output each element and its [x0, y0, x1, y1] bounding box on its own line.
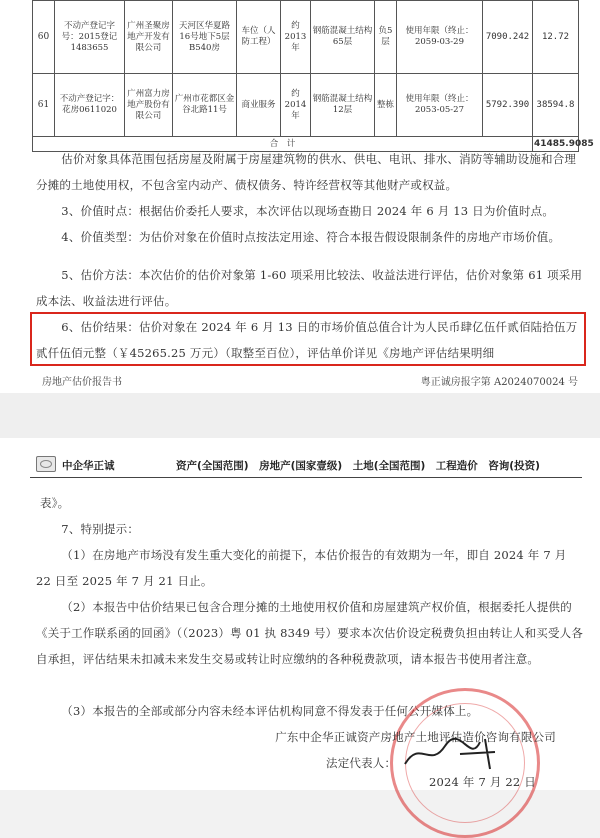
value-type-paragraph [36, 224, 584, 250]
unit-price: 5792.390 [483, 74, 533, 137]
floor: 负5层 [375, 1, 397, 74]
scope-paragraph [36, 146, 584, 198]
usage: 商业服务 [237, 74, 281, 137]
valuation-table [32, 0, 594, 152]
structure: 钢筋混凝土结构12层 [311, 74, 375, 137]
page-header [30, 453, 582, 478]
row-number: 60 [33, 1, 55, 74]
land-term: 使用年限（终止：2053-05-27 [397, 74, 483, 137]
address: 天河区华夏路16号地下5层B540房 [173, 1, 237, 74]
para-3: 3、价值时点：根据估价委托人要求，本次评估以现场查勘日 2024 年 6 月 13 日为价值时点。 [61, 204, 555, 218]
report-page-1 [0, 0, 600, 393]
services-list: 资产(全国范围) 房地产(国家壹级) 土地(全国范围) 工程造价 咨询(投资) [176, 460, 540, 472]
signature [400, 734, 510, 774]
company-logo-icon [36, 456, 56, 472]
value-date-paragraph [36, 198, 584, 224]
total-value: 12.72 [533, 1, 579, 74]
para-5: 5、估价方法：本次估价的估价对象第 1-60 项采用比较法、收益法进行评估，估价对象第 61 项采用成本法、收益法进行评估。 [36, 268, 583, 308]
total-amount: 41485.9085 [533, 137, 579, 152]
owner: 广州圣聚房地产开发有限公司 [125, 1, 173, 74]
floor: 整栋 [375, 74, 397, 137]
total-label: 合 计 [33, 137, 533, 152]
unit-price: 7090.242 [483, 1, 533, 74]
scope-text: 估价对象具体范围包括房屋及附属于房屋建筑物的供水、供电、电讯、排水、消防等辅助设施和合理分摊的土地使用权，不包含室内动产、债权债务、特许经营权等其他财产或权益。 [36, 152, 577, 192]
tip-1 [36, 542, 584, 594]
para-4: 4、价值类型：为估价对象在价值时点按法定用途、符合本报告假设限制条件的房地产市场价值。 [61, 230, 561, 244]
cert-number: 不动产登记字号：2015登记1483655 [55, 1, 125, 74]
address: 广州市花都区金谷北路11号 [173, 74, 237, 137]
tip-3-text: （3）本报告的全部或部分内容未经本评估机构同意不得发表于任何公开媒体上。 [61, 704, 479, 718]
cert-number: 不动产登记字：花房0611020 [55, 74, 125, 137]
method-paragraph [36, 262, 584, 314]
para-7: 7、特别提示： [61, 522, 140, 536]
table-row [33, 74, 579, 137]
table-row [33, 1, 579, 74]
tip-1-text: （1）在房地产市场没有发生重大变化的前提下，本估价报告的有效期为一年，即自 2024 年 7 月 22 日至 2025 年 7 月 21 日止。 [36, 548, 567, 588]
land-term: 使用年限（终止：2059-03-29 [397, 1, 483, 74]
company-brand: 中企华正诚 [62, 460, 115, 472]
row-number: 61 [33, 74, 55, 137]
owner: 广州富力房地产股份有限公司 [125, 74, 173, 137]
company-name: 广东中企华正诚资产房地产土地评估造价咨询有限公司 [275, 730, 556, 744]
special-tips-heading [36, 516, 584, 542]
report-page-2 [0, 438, 600, 790]
structure: 钢筋混凝土结构65层 [311, 1, 375, 74]
build-year: 约2013年 [281, 1, 311, 74]
signing-date: 2024 年 7 月 22 日 [429, 775, 536, 789]
footer-report-number: 粤正诚房报字第 A2024070024 号 [420, 377, 578, 388]
build-year: 约2014年 [281, 74, 311, 137]
continued-text: 表》。 [40, 496, 70, 510]
tip-2-text: （2）本报告中估价结果已包含合理分摊的土地使用权价值和房屋建筑产权价值，根据委托人提供的《关于工作联系函的回函》（（2023）粤 01 执 8349 号）要求本次估价设定税费负担由转让人和买受人各自承担，评估结果未扣减未来发生交易或转让时应缴纳的各种税费款项，请本报告书使用者注意。 [36, 600, 584, 666]
total-value: 38594.8 [533, 74, 579, 137]
usage: 车位（人防工程） [237, 1, 281, 74]
page-gap [0, 393, 600, 438]
result-highlight-box [30, 312, 586, 366]
tip-2 [36, 594, 584, 672]
para-6: 6、估价结果：估价对象在 2024 年 6 月 13 日的市场价值总值合计为人民币肆亿伍仟贰佰陆拾伍万贰仟伍佰元整（￥45265.25 万元）（取整至百位），评估单价详见《房地产评估结果明细 [36, 320, 578, 360]
legal-representative-label: 法定代表人： [326, 756, 397, 770]
footer-left: 房地产估价报告书 [42, 377, 122, 388]
